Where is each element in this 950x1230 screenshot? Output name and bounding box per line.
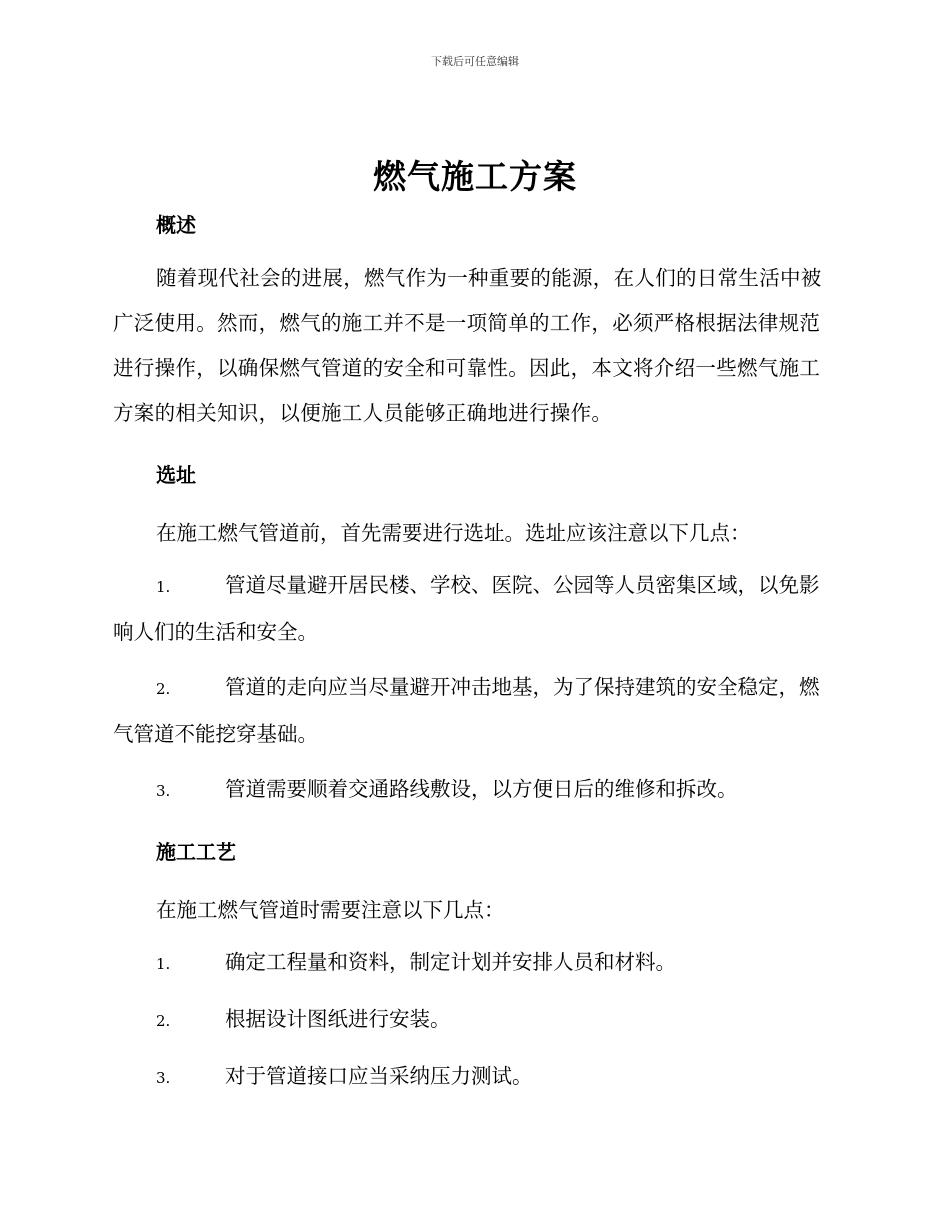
section-heading-process: 施工工艺 bbox=[156, 840, 236, 864]
list-item-number: 3. bbox=[156, 1069, 171, 1087]
list-item-number: 1. bbox=[156, 578, 171, 596]
list-item-text: 管道需要顺着交通路线敷设，以方便日后的维修和拆改。 bbox=[225, 777, 738, 801]
list-item-number: 1. bbox=[156, 955, 171, 973]
list-item-text: 管道尽量避开居民楼、学校、医院、公园等人员密集区域，以免影响人们的生活和安全。 bbox=[113, 573, 820, 644]
list-item-number: 2. bbox=[156, 1012, 171, 1030]
page-title: 燃气施工方案 bbox=[373, 157, 577, 196]
list-item bbox=[113, 665, 835, 757]
list-item bbox=[113, 997, 835, 1044]
list-item bbox=[113, 940, 835, 987]
site-lead-text: 在施工燃气管道前，首先需要进行选址。选址应该注意以下几点： bbox=[156, 521, 751, 545]
header-note: 下载后可任意编辑 bbox=[431, 55, 519, 68]
overview-paragraph-text: 随着现代社会的进展，燃气作为一种重要的能源，在人们的日常生活中被广泛使用。然而，燃气的施工并不是一项简单的工作，必须严格根据法律规范进行操作，以确保燃气管道的安全和可靠性。因此，本文将介绍一些燃气施工方案的相关知识，以便施工人员能够正确地进行操作。 bbox=[113, 266, 822, 425]
list-item-number: 2. bbox=[156, 680, 171, 698]
list-item-number: 3. bbox=[156, 782, 171, 800]
list-item-text: 根据设计图纸进行安装。 bbox=[225, 1007, 451, 1031]
list-item bbox=[113, 1054, 835, 1101]
list-item-text: 对于管道接口应当采纳压力测试。 bbox=[225, 1064, 533, 1088]
list-item bbox=[113, 563, 835, 655]
list-item bbox=[113, 767, 835, 814]
overview-paragraph bbox=[113, 256, 835, 436]
section-heading-overview: 概述 bbox=[156, 213, 196, 237]
section-heading-site: 选址 bbox=[156, 463, 196, 487]
list-item-text: 确定工程量和资料，制定计划并安排人员和材料。 bbox=[225, 950, 676, 974]
list-item-text: 管道的走向应当尽量避开冲击地基，为了保持建筑的安全稳定，燃气管道不能挖穿基础。 bbox=[113, 675, 820, 746]
process-lead-text: 在施工燃气管道时需要注意以下几点： bbox=[156, 898, 505, 922]
